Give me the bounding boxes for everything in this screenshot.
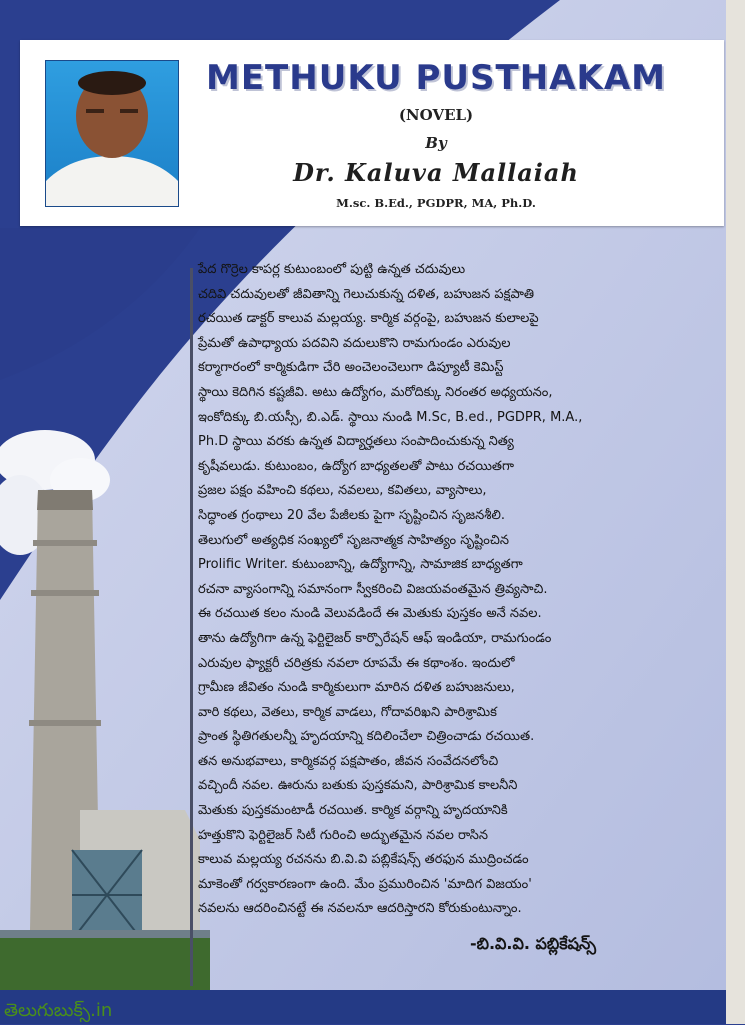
blurb-line: కాలువ మల్లయ్య రచనను బి.వి.వి పబ్లికేషన్స్ తరఫున ముద్రించడం [198,852,529,868]
book-title: METHUKU PUSTHAKAM [206,58,666,98]
blurb-line: రచనా వ్యాసంగాన్ని సమానంగా స్వీకరించి విజయవంతమైన త్రివ్యసాచి. [198,581,548,597]
author-photo [45,60,179,207]
blurb-line: ప్రేమతో ఉపాధ్యాయ పదవిని వదులుకొని రామగుండం ఎరువుల [198,335,511,351]
blurb-line: మెతుకు పుస్తకమంటాడీ రచయిత. కార్మిక వర్గాన్ని హృదయానికి [198,803,508,819]
publisher-signature: -బి.వి.వి. పబ్లికేషన్స్ [470,934,596,953]
author-degrees: M.sc. B.Ed., PGDPR, MA, Ph.D. [336,196,536,210]
blurb-line: తన అనుభవాలు, కార్మికవర్గ పక్షపాతం, జీవన సంవేదనలోంచి [198,753,499,769]
author-name: Dr. Kaluva Mallaiah [293,158,579,187]
blurb-text [198,258,698,922]
blurb-line: తాను ఉద్యోగిగా ఉన్న ఫెర్టిలైజర్ కార్పొరేషన్ ఆఫ్ ఇండియా, రామగుండం [198,630,552,646]
by-label: By [425,134,447,152]
blurb-line: తెలుగులో అత్యధిక సంఖ్యలో సృజనాత్మక సాహిత్యం సృష్టించిన [198,532,509,548]
blurb-line: హత్తుకొని ఫెర్టిలైజర్ సిటీ గురించి అద్భుతమైన నవల రాసిన [198,827,489,843]
blurb-line: Ph.D స్థాయి వరకు ఉన్నత విద్యార్హతలు సంపాదించుకున్న నిత్య [198,434,514,450]
text-divider [190,268,193,986]
blurb-line: స్థాయి కెదిగిన కష్టజీవి. అటు ఉద్యోగం, మరోదిక్కు నిరంతర అధ్యయనం, [198,384,553,400]
blurb-line: సిద్ధాంత గ్రంథాలు 20 వేల పేజీలకు పైగా సృష్టించిన సృజనశీలి. [198,507,506,523]
blurb-line: ఇంకోదిక్కు బి.యస్సీ, బి.ఎడ్. స్థాయి నుండి M.Sc, B.ed., PGDPR, M.A., [198,409,583,425]
blurb-line: కర్మాగారంలో కార్మికుడిగా చేరి అంచెలంచెలుగా డిప్యూటీ కెమిస్ట్ [198,360,504,376]
header-card [20,40,724,226]
blurb-line: ప్రజల పక్షం వహించి కథలు, నవలలు, కవితలు, వ్యాసాలు, [198,483,487,499]
blurb-line: మాకెంతో గర్వకారణంగా ఉంది. మేం ప్రమురించిన 'మాదిగ విజయం' [198,876,532,892]
blurb-line: కృషీవలుడు. కుటుంబం, ఉద్యోగ బాధ్యతలతో పాటు రచయితగా [198,458,514,474]
chimney-illustration [0,420,210,990]
blurb-line: వచ్చిందీ నవల. ఊరును బతుకు పుస్తకమని, పారిశ్రామిక కాలనీని [198,778,518,794]
blurb-line: Prolific Writer. కుటుంబాన్ని, ఉద్యోగాన్ని, సామాజిక బాధ్యతగా [198,557,523,573]
blurb-line: రచయిత డాక్టర్ కాలువ మల్లయ్య. కార్మిక వర్గంపై, బహుజన కులాలపై [198,311,539,327]
blurb-line: ఎరువుల ఫ్యాక్టరీ చరిత్రకు నవలా రూపమే ఈ కథాంశం. ఇందులో [198,655,515,671]
site-watermark: తెలుగుబుక్స్.in [4,1000,113,1021]
blurb-line: ప్రాంత స్థితిగతులన్నీ హృదయాన్ని కదిలించేలా చిత్రించాడు రచయిత. [198,729,535,745]
book-subtitle: (NOVEL) [398,106,474,124]
blurb-line: వారి కథలు, వెతలు, కార్మిక వాడలు, గోదావరిఖని పారిశ్రామిక [198,704,497,720]
blurb-line: గ్రామీణ జీవితం నుండి కార్మికులుగా మారిన దళిత బహుజనులు, [198,680,515,696]
page-edge [726,0,745,1024]
blurb-line: పేద గొర్రెల కాపర్ల కుటుంబంలో పుట్టి ఉన్నత చదువులు [198,262,466,277]
blurb-line: ఈ రచయిత కలం నుండి వెలువడిందే ఈ మెతుకు పుస్తకం అనే నవల. [198,606,542,622]
blurb-line: నవలను ఆదరించినట్టే ఈ నవలనూ ఆదరిస్తారని కోరుకుంటున్నాం. [198,901,522,917]
blurb-line: చదివి చదువులతో జీవితాన్ని గెలుచుకున్న దళిత, బహుజన పక్షపాతి [198,286,535,302]
